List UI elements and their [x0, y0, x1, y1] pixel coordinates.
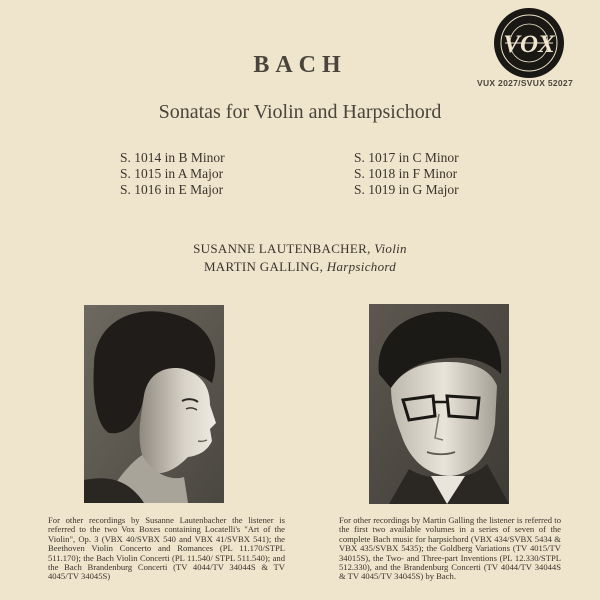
sonata-item: S. 1017 in C Minor — [354, 150, 459, 165]
sonata-list-right — [354, 150, 459, 198]
performer-violin — [0, 241, 600, 257]
logo-text: VOX — [503, 31, 555, 58]
sonata-item: S. 1014 in B Minor — [120, 150, 225, 165]
sonata-item: S. 1018 in F Minor — [354, 166, 458, 181]
composer-title: BACH — [253, 52, 347, 78]
sonata-item: S. 1016 in E Major — [120, 182, 224, 197]
performer-harpsichord — [0, 259, 600, 275]
sonata-list-left — [120, 150, 225, 198]
performer-instrument: Violin — [374, 241, 407, 256]
portrait-photo-violinist — [84, 305, 224, 503]
sonata-item: S. 1019 in G Major — [354, 182, 459, 197]
sonata-item: S. 1015 in A Major — [120, 166, 224, 181]
performer-instrument: Harpsichord — [326, 259, 397, 274]
portrait-photo-harpsichordist — [369, 304, 509, 504]
album-subtitle: Sonatas for Violin and Harpsichord — [158, 101, 442, 123]
caption-violinist: For other recordings by Susanne Lautenbacher the listener is referred to the two Vox Boxes containing Locatelli's "Art of the Violin", Op. 3 (VBX 40/SVBX 540 and VBX 41/SVBX 541); the Beethoven Violin Concerto and Romances (PL 11.170/STPL 511.170); the Bach Violin Concerti (PL 11.540/ STPL 511.540); and the Bach Brandenburg Concerti (TV 4044/TV 34044S & TV 4045/TV 34045S) — [48, 515, 285, 582]
performer-name: SUSANNE LAUTENBACHER, — [193, 241, 371, 256]
caption-harpsichordist: For other recordings by Martin Galling the listener is referred to the first two available volumes in a series of seven of the complete Bach music for harpsichord (VBX 434/SVBX 5434 & VBX 435/SVBX 5435); the Goldberg Variations (TV 4015/TV 34015S), the Two- and Three-part Inventions (PL 12.330/STPL 512.330), and the Brandenburg Concerti (TV 4044/TV 34044S & TV 4045/TV 34045S) by Bach. — [339, 515, 561, 582]
performer-name: MARTIN GALLING, — [203, 259, 324, 274]
catalog-number: VUX 2027/SVUX 52027 — [477, 78, 573, 88]
